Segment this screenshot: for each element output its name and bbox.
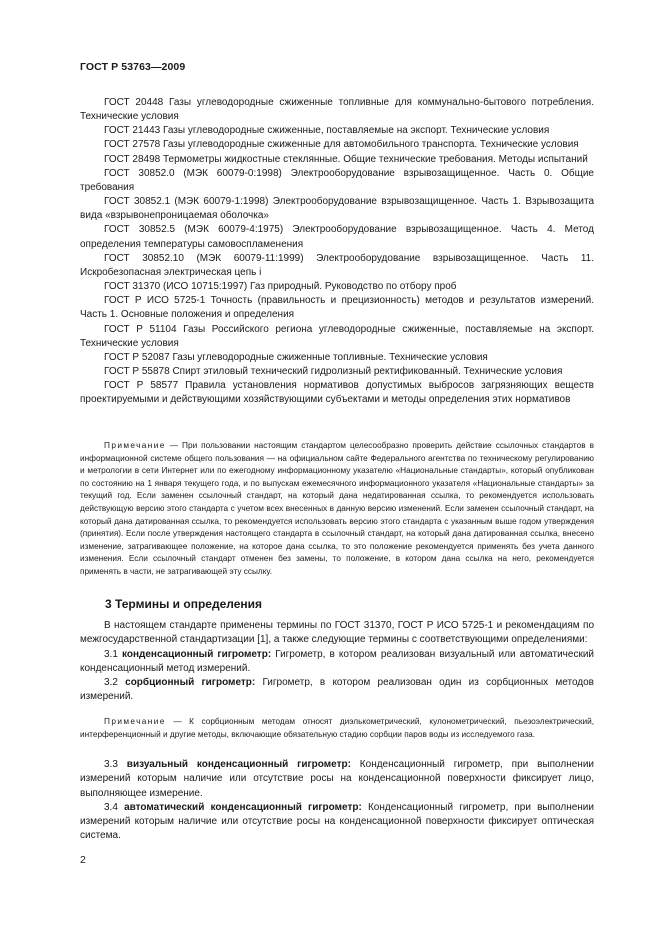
note-label: Примечание	[104, 717, 166, 726]
note-label: Примечание	[104, 441, 166, 450]
reference-item: ГОСТ 21443 Газы углеводородные сжиженные, поставляемые на экспорт. Технические условия	[104, 125, 550, 137]
page-header: ГОСТ Р 53763—2009	[80, 61, 186, 73]
term-3-4: 3.4 автоматический конденсационный гигрометр: Конденсационный гигрометр, при выполнении измерений которым наличие или отсутствие росы на конденсационной поверхности фиксирует оптическая система.	[80, 801, 594, 842]
terms-block-2	[80, 758, 594, 844]
terms-block	[80, 619, 594, 705]
reference-item: ГОСТ Р 55878 Спирт этиловый технический гидролизный ректификованный. Технические условия	[104, 365, 563, 377]
term-definition: Конденсационный гигрометр, при выполнении измерений которым наличие или отсутствие росы на конденсационной поверхности фиксирует оптическая система.	[80, 801, 594, 842]
reference-item: ГОСТ Р 52087 Газы углеводородные сжиженные топливные. Технические условия	[104, 351, 488, 363]
term-name: автоматический конденсационный гигрометр:	[124, 801, 362, 813]
term-3-2: 3.2 сорбционный гигрометр: Гигрометр, в котором реализован один из сорбционных методов измерений.	[80, 677, 594, 703]
term-name: конденсационный гигрометр:	[121, 648, 272, 660]
reference-item: ГОСТ 30852.1 (МЭК 60079-1:1998) Электрооборудование взрывозащищенное. Часть 1. Взрывозащита вида «взрывонепроницаемая оболочка»	[80, 196, 594, 222]
term-3-3: 3.3 визуальный конденсационный гигрометр: Конденсационный гигрометр, при выполнении измерений которым наличие или отсутствие росы на конденсационной поверхности фиксирует лицо, выполняющее измерение.	[80, 759, 594, 799]
reference-item: ГОСТ Р ИСО 5725-1 Точность (правильность и прецизионность) методов и результатов измерений. Часть 1. Основные положения и определения	[80, 295, 594, 321]
reference-item: ГОСТ 27578 Газы углеводородные сжиженные для автомобильного транспорта. Технические условия	[104, 139, 579, 151]
sorption-note	[80, 716, 594, 742]
reference-item: ГОСТ 28498 Термометры жидкостные стеклянные. Общие технические требования. Методы испытаний	[104, 153, 588, 165]
term-name: сорбционный гигрометр:	[125, 677, 256, 689]
note-text: — К сорбционным методам относят диэлькометрический, кулонометрический, пьезоэлектрический, интерференционный и другие методы, включающие обязательную стадию сорбции паров воды из исследуемого газа.	[80, 717, 594, 739]
reference-item: ГОСТ 31370 (ИСО 10715:1997) Газ природный. Руководство по отбору проб	[104, 281, 457, 293]
reference-item: ГОСТ Р 51104 Газы Российского региона углеводородные сжиженные, поставляемые на экспорт. Технические условия	[80, 323, 594, 349]
reference-item: ГОСТ 20448 Газы углеводородные сжиженные топливные для коммунально-бытового потребления. Технические условия	[80, 97, 594, 123]
section-title: 3 Термины и определения	[105, 597, 263, 611]
reference-item: ГОСТ Р 58577 Правила установления нормативов допустимых выбросов загрязняющих веществ проектируемыми и действующими хозяйствующими субъектами и методы определения этих нормативов	[80, 380, 594, 406]
term-definition: Гигрометр, в котором реализован визуальный или автоматический конденсационный метод измерений.	[80, 648, 595, 674]
references-list	[80, 96, 594, 407]
references-note	[80, 440, 594, 579]
term-definition: Гигрометр, в котором реализован один из сорбционных методов измерений.	[80, 677, 594, 703]
page-number: 2	[80, 854, 86, 866]
note-text: — При пользовании настоящим стандартом целесообразно проверить действие ссылочных стандартов в информационной системе общего пользования — на официальном сайте Федерального агентства по техническому регулированию и метрологии в сети Интернет или по ежегодному информационному указателю «Национальные стандарты», который опубликован по состоянию на 1 января текущего года, и по выпускам ежемесячного информационного указателя «Национальные стандарты» за текущий год. Если заменен ссылочный стандарт, на который дана недатированная ссылка, то рекомендуется использовать действующую версию этого стандарта с учетом всех внесенных в данную версию изменений. Если заменен ссылочный стандарт, на который дана датированная ссылка, то рекомендуется использовать версию этого стандарта с указанным выше годом утверждения (принятия). Если после утверждения настоящего стандарта в ссылочный стандарт, на который дана датированная ссылка, внесено изменение, затрагивающее положение, на которое дана ссылка, то это положение рекомендуется применять без учета данного изменения. Если ссылочный стандарт отменен без замены, то положение, в котором дана ссылка на него, рекомендуется применять в части, не затрагивающей эту ссылку.	[80, 441, 594, 576]
reference-item: ГОСТ 30852.5 (МЭК 60079-4:1975) Электрооборудование взрывозащищенное. Часть 4. Метод определения температуры самовоспламенения	[80, 224, 594, 250]
reference-item: ГОСТ 30852.0 (МЭК 60079-0:1998) Электрооборудование взрывозащищенное. Часть 0. Общие требования	[80, 167, 594, 193]
reference-item: ГОСТ 30852.10 (МЭК 60079-11:1999) Электрооборудование взрывозащищенное. Часть 11. Искробезопасная электрическая цепь i	[80, 252, 594, 278]
term-3-1: 3.1 конденсационный гигрометр: Гигрометр, в котором реализован визуальный или автоматический конденсационный метод измерений.	[80, 648, 595, 674]
term-definition: Конденсационный гигрометр, при выполнении измерений которым наличие или отсутствие росы на конденсационной поверхности фиксирует лицо, выполняющее измерение.	[80, 759, 594, 799]
section-intro: В настоящем стандарте применены термины по ГОСТ 31370, ГОСТ Р ИСО 5725-1 и рекомендациям по межгосударственной стандартизации [1], а также следующие термины с соответствующими определениями:	[80, 620, 594, 646]
term-name: визуальный конденсационный гигрометр:	[126, 759, 351, 770]
